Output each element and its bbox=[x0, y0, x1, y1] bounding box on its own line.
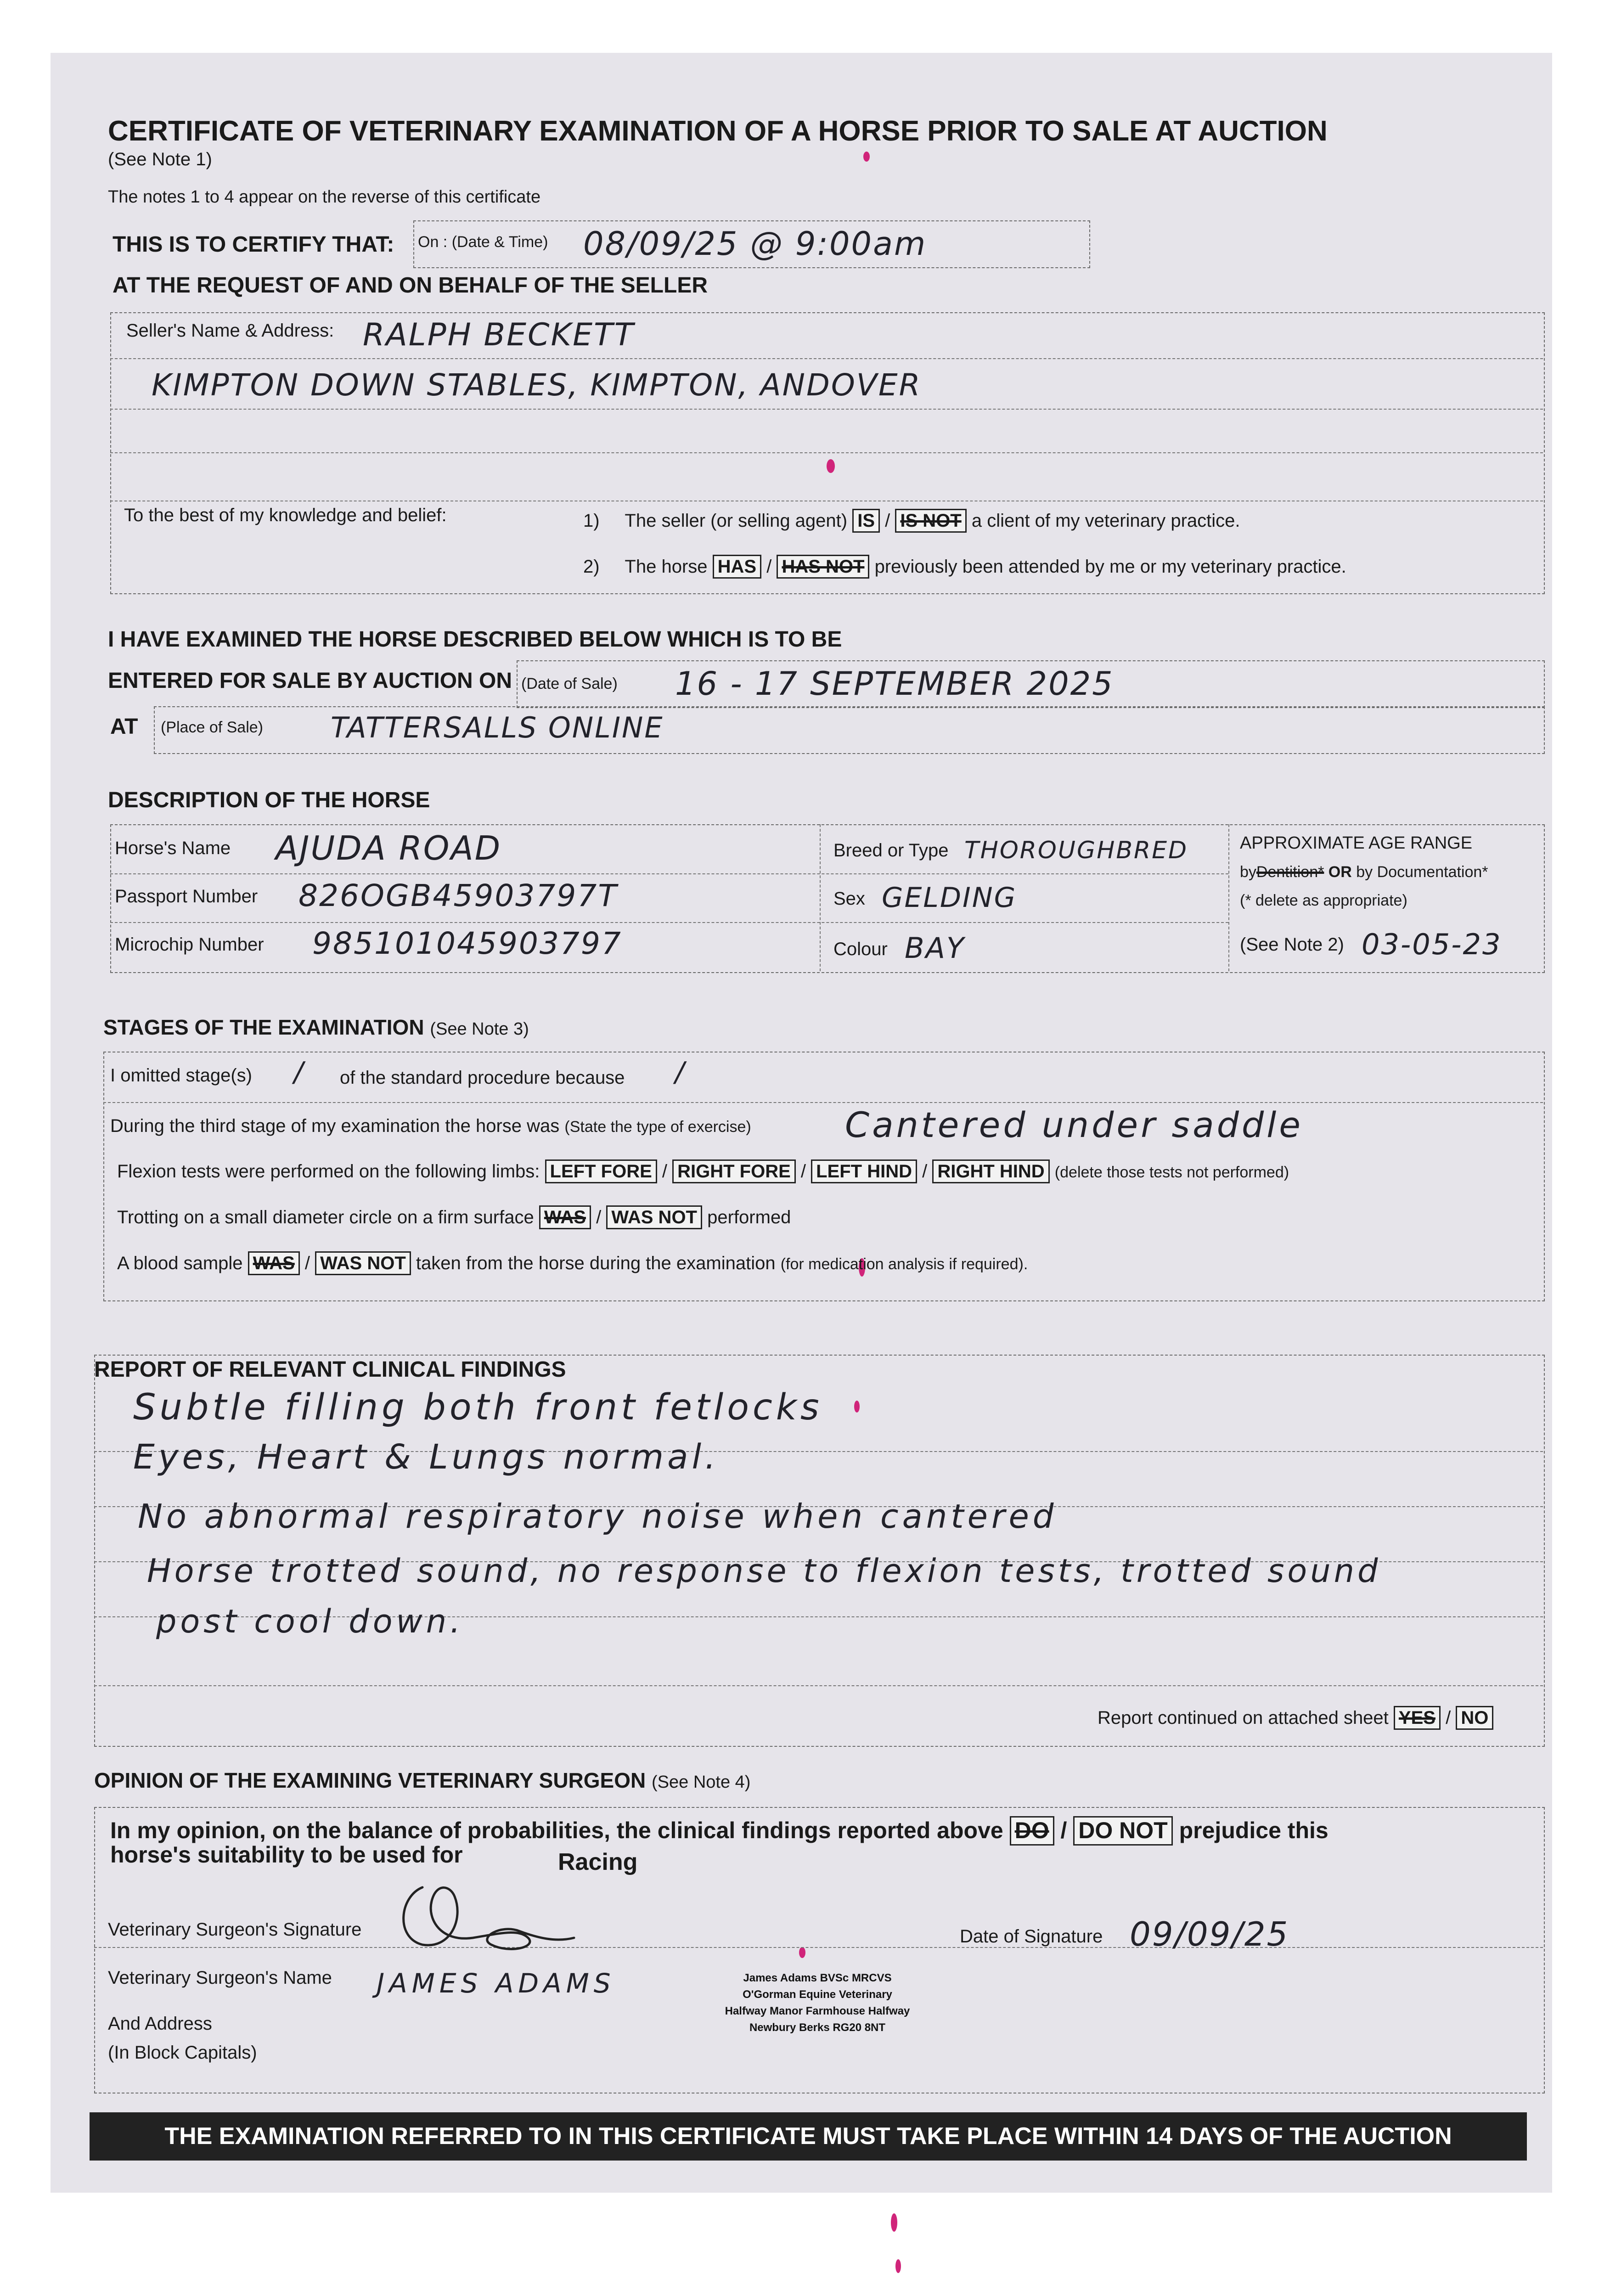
report-line-4: Horse trotted sound, no response to flexion tests, trotted sound bbox=[147, 1552, 1381, 1590]
opinion-do-not-option[interactable]: DO NOT bbox=[1073, 1816, 1172, 1846]
flex-right-fore-option[interactable]: RIGHT FORE bbox=[672, 1159, 796, 1183]
omitted-mid: of the standard procedure because bbox=[340, 1068, 625, 1088]
seller-address: KIMPTON DOWN STABLES, KIMPTON, ANDOVER bbox=[152, 367, 922, 403]
certify-on-value: 08/09/25 @ 9:00am bbox=[583, 225, 927, 263]
signature-label: Veterinary Surgeon's Signature bbox=[108, 1919, 362, 1940]
breed-value: THOROUGHBRED bbox=[964, 837, 1188, 864]
seller-is-not-option[interactable]: IS NOT bbox=[895, 509, 966, 533]
age-method: byDentition* OR by Documentation* bbox=[1240, 863, 1488, 881]
colour-value: BAY bbox=[905, 931, 965, 965]
vet-name-label: Veterinary Surgeon's Name bbox=[108, 1968, 332, 1988]
report-line-5: post cool down. bbox=[156, 1603, 464, 1640]
horse-has-option[interactable]: HAS bbox=[713, 555, 761, 579]
seller-box bbox=[110, 312, 1545, 594]
third-stage-value: Cantered under saddle bbox=[845, 1104, 1304, 1145]
horse-name-label: Horse's Name bbox=[115, 838, 231, 858]
trotting-row: Trotting on a small diameter circle on a firm surface WAS / WAS NOT performed bbox=[117, 1205, 791, 1229]
continued-no-option[interactable]: NO bbox=[1456, 1706, 1493, 1730]
passport-value: 826OGB45903797T bbox=[298, 878, 618, 913]
vet-name-value: JAMES ADAMS bbox=[377, 1968, 615, 1999]
sale-at-label: AT bbox=[110, 715, 138, 739]
certify-label: THIS IS TO CERTIFY THAT: bbox=[113, 232, 394, 257]
opinion-text-line1: In my opinion, on the balance of probabilities, the clinical findings reported above DO / DO NOT prejudice this bbox=[110, 1816, 1329, 1846]
age-see-note: (See Note 2) bbox=[1240, 934, 1344, 955]
page-title: CERTIFICATE OF VETERINARY EXAMINATION OF A HORSE PRIOR TO SALE AT AUCTION bbox=[108, 115, 1328, 147]
age-delete-note: (* delete as appropriate) bbox=[1240, 892, 1407, 909]
sale-date-value: 16 - 17 SEPTEMBER 2025 bbox=[675, 665, 1114, 703]
omitted-reason: / bbox=[675, 1056, 686, 1088]
footer-banner: THE EXAMINATION REFERRED TO IN THIS CERTIFICATE MUST TAKE PLACE WITHIN 14 DAYS OF THE AUCTION bbox=[90, 2112, 1527, 2161]
blood-row: A blood sample WAS / WAS NOT taken from the horse during the examination (for medication analysis if required). bbox=[117, 1251, 1028, 1275]
flex-left-hind-option[interactable]: LEFT HIND bbox=[811, 1159, 917, 1183]
knowledge-label: To the best of my knowledge and belief: bbox=[124, 505, 447, 525]
signature-date-label: Date of Signature bbox=[960, 1926, 1103, 1947]
seller-is-option[interactable]: IS bbox=[852, 509, 880, 533]
age-heading: APPROXIMATE AGE RANGE bbox=[1240, 833, 1473, 853]
breed-label: Breed or Type bbox=[833, 840, 949, 861]
age-value: 03-05-23 bbox=[1362, 928, 1502, 961]
seller-name: RALPH BECKETT bbox=[363, 317, 635, 353]
blood-was-option[interactable]: WAS bbox=[248, 1251, 300, 1275]
colour-label: Colour bbox=[833, 939, 888, 959]
opinion-heading: OPINION OF THE EXAMINING VETERINARY SURGEON (See Note 4) bbox=[94, 1768, 751, 1792]
see-note-1: (See Note 1) bbox=[108, 149, 212, 169]
passport-label: Passport Number bbox=[115, 886, 258, 906]
continued-yes-option[interactable]: YES bbox=[1394, 1706, 1441, 1730]
notes-line: The notes 1 to 4 appear on the reverse of this certificate bbox=[108, 187, 541, 207]
request-label: AT THE REQUEST OF AND ON BEHALF OF THE SELLER bbox=[113, 273, 708, 298]
examined-line1: I HAVE EXAMINED THE HORSE DESCRIBED BELOW WHICH IS TO BE bbox=[108, 627, 842, 652]
blood-was-not-option[interactable]: WAS NOT bbox=[315, 1251, 411, 1275]
report-heading: REPORT OF RELEVANT CLINICAL FINDINGS bbox=[94, 1357, 566, 1382]
opinion-text-line2: horse's suitability to be used for bbox=[110, 1842, 463, 1868]
signature-date-value: 09/09/25 bbox=[1130, 1915, 1289, 1953]
stages-heading: STAGES OF THE EXAMINATION (See Note 3) bbox=[103, 1015, 529, 1039]
omitted-value: / bbox=[294, 1056, 305, 1088]
report-line-3: No abnormal respiratory noise when cantered bbox=[138, 1497, 1058, 1536]
ink-mark bbox=[891, 2213, 897, 2232]
report-continued-row: Report continued on attached sheet YES / NO bbox=[1098, 1706, 1493, 1730]
sale-place-value: TATTERSALLS ONLINE bbox=[331, 711, 664, 744]
microchip-value: 985101045903797 bbox=[312, 926, 622, 961]
report-line-2: Eyes, Heart & Lungs normal. bbox=[133, 1437, 720, 1477]
knowledge-item2: 2) The horse HAS / HAS NOT previously been attended by me or my veterinary practice. bbox=[583, 555, 1346, 579]
flex-right-hind-option[interactable]: RIGHT HIND bbox=[932, 1159, 1049, 1183]
microchip-label: Microchip Number bbox=[115, 934, 264, 955]
vet-address-label-2: (In Block Capitals) bbox=[108, 2043, 257, 2063]
description-heading: DESCRIPTION OF THE HORSE bbox=[108, 788, 430, 812]
trot-was-option[interactable]: WAS bbox=[539, 1205, 591, 1229]
report-line-1: Subtle filling both front fetlocks bbox=[133, 1387, 823, 1428]
practice-stamp: James Adams BVSc MRCVS O'Gorman Equine Veterinary Halfway Manor Farmhouse Halfway Newbury Berks RG20 8NT bbox=[725, 1972, 910, 2034]
sex-label: Sex bbox=[833, 889, 865, 909]
horse-name-value: AJUDA ROAD bbox=[276, 829, 502, 867]
seller-label: Seller's Name & Address: bbox=[126, 321, 334, 341]
ink-mark bbox=[895, 2259, 901, 2273]
signature-image bbox=[381, 1869, 583, 1961]
vet-address-label: And Address bbox=[108, 2014, 212, 2034]
certify-on-label: On : (Date & Time) bbox=[418, 233, 548, 251]
knowledge-item1: 1) The seller (or selling agent) IS / IS NOT a client of my veterinary practice. bbox=[583, 509, 1240, 533]
sex-value: GELDING bbox=[882, 882, 1017, 914]
opinion-use-value: Racing bbox=[558, 1849, 638, 1875]
ink-mark bbox=[863, 152, 870, 162]
sale-place-label: (Place of Sale) bbox=[161, 719, 263, 736]
examined-line2: ENTERED FOR SALE BY AUCTION ON bbox=[108, 669, 512, 693]
trot-was-not-option[interactable]: WAS NOT bbox=[606, 1205, 702, 1229]
omitted-label: I omitted stage(s) bbox=[110, 1065, 253, 1086]
sale-date-label: (Date of Sale) bbox=[521, 675, 618, 692]
flex-left-fore-option[interactable]: LEFT FORE bbox=[545, 1159, 657, 1183]
third-stage: During the third stage of my examination the horse was (State the type of exercise) bbox=[110, 1116, 751, 1136]
horse-has-not-option[interactable]: HAS NOT bbox=[777, 555, 869, 579]
flexion-row: Flexion tests were performed on the following limbs: LEFT FORE / RIGHT FORE / LEFT HIND / RIGHT HIND (delete those tests not performed) bbox=[117, 1159, 1289, 1183]
opinion-do-option[interactable]: DO bbox=[1010, 1816, 1054, 1846]
